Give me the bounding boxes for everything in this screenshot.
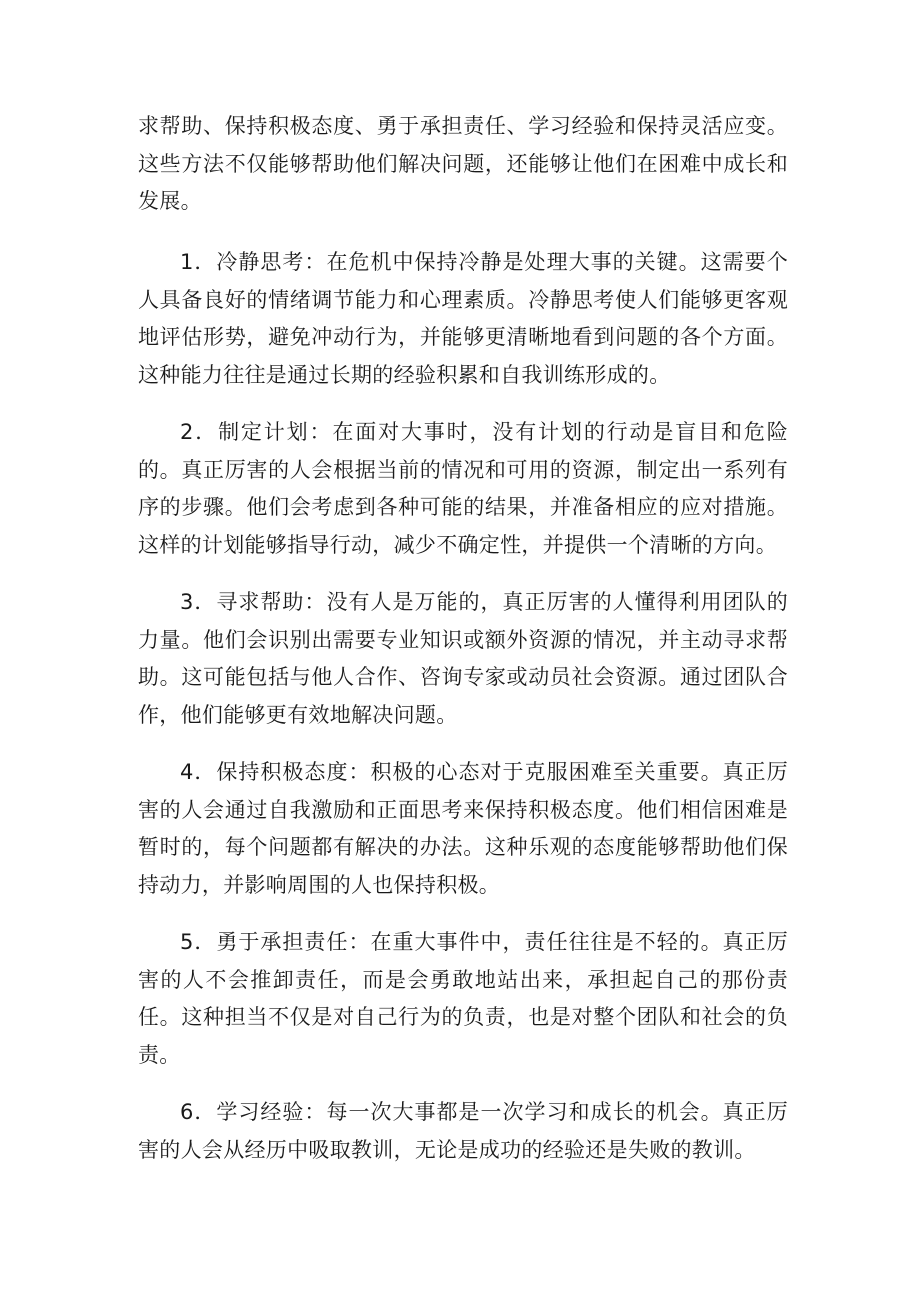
paragraph-seek-help: 3．寻求帮助：没有人是万能的，真正厉害的人懂得利用团队的力量。他们会识别出需要专业知识或额外资源的情况，并主动寻求帮助。这可能包括与他人合作、咨询专家或动员社会资源。通过团队合作，他们能够更有效地解决问题。 — [138, 590, 788, 727]
paragraph-make-plan: 2．制定计划：在面对大事时，没有计划的行动是盲目和危险的。真正厉害的人会根据当前的情况和可用的资源，制定出一系列有序的步骤。他们会考虑到各种可能的结果，并准备相应的应对措施。这样的计划能够指导行动，减少不确定性，并提供一个清晰的方向。 — [138, 420, 788, 557]
paragraph-learn-experience: 6．学习经验：每一次大事都是一次学习和成长的机会。真正厉害的人会从经历中吸取教训，无论是成功的经验还是失败的教训。 — [138, 1100, 788, 1162]
paragraph-continuation: 求帮助、保持积极态度、勇于承担责任、学习经验和保持灵活应变。这些方法不仅能够帮助他们解决问题，还能够让他们在困难中成长和发展。 — [138, 114, 788, 213]
paragraph-take-responsibility: 5．勇于承担责任：在重大事件中，责任往往是不轻的。真正厉害的人不会推卸责任，而是会勇敢地站出来，承担起自己的那份责任。这种担当不仅是对自己行为的负责，也是对整个团队和社会的负责。 — [138, 930, 788, 1067]
paragraph-calm-thinking: 1．冷静思考：在危机中保持冷静是处理大事的关键。这需要个人具备良好的情绪调节能力和心理素质。冷静思考使人们能够更客观地评估形势，避免冲动行为，并能够更清晰地看到问题的各个方面。这种能力往往是通过长期的经验积累和自我训练形成的。 — [138, 250, 788, 387]
paragraph-positive-attitude: 4．保持积极态度：积极的心态对于克服困难至关重要。真正厉害的人会通过自我激励和正面思考来保持积极态度。他们相信困难是暂时的，每个问题都有解决的办法。这种乐观的态度能够帮助他们保持动力，并影响周围的人也保持积极。 — [138, 760, 788, 897]
